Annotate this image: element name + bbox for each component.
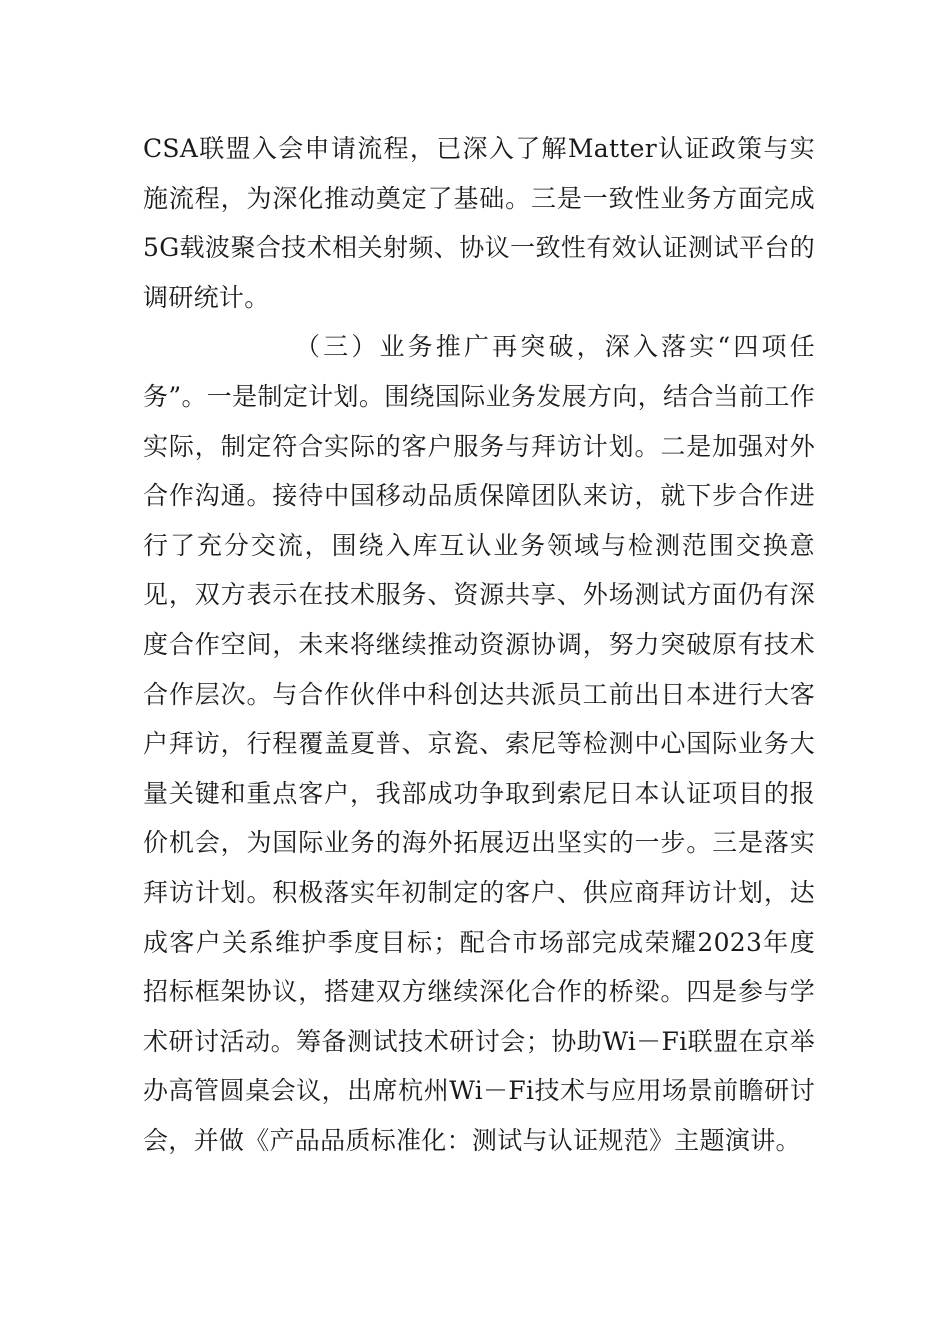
- paragraph-continuation: CSA联盟入会申请流程，已深入了解Matter认证政策与实施流程，为深化推动奠定了基础。三是一致性业务方面完成5G载波聚合技术相关射频、协议一致性有效认证测试平台的调研统计。: [143, 134, 815, 312]
- document-body: [143, 124, 815, 1165]
- paragraph-section-three: （三）业务推广再突破，深入落实“四项任务”。一是制定计划。围绕国际业务发展方向，结合当前工作实际，制定符合实际的客户服务与拜访计划。二是加强对外合作沟通。接待中国移动品质保障团队来访，就下步合作进行了充分交流，围绕入库互认业务领域与检测范围交换意见，双方表示在技术服务、资源共享、外场测试方面仍有深度合作空间，未来将继续推动资源协调，努力突破原有技术合作层次。与合作伙伴中科创达共派员工前出日本进行大客户拜访，行程覆盖夏普、京瓷、索尼等检测中心国际业务大量关键和重点客户，我部成功争取到索尼日本认证项目的报价机会，为国际业务的海外拓展迈出坚实的一步。三是落实拜访计划。积极落实年初制定的客户、供应商拜访计划，达成客户关系维护季度目标；配合市场部完成荣耀2023年度招标框架协议，搭建双方继续深化合作的桥梁。四是参与学术研讨活动。筹备测试技术研讨会；协助Wi－Fi联盟在京举办高管圆桌会议，出席杭州Wi－Fi技术与应用场景前瞻研讨会，并做《产品品质标准化：测试与认证规范》主题演讲。: [143, 332, 815, 1155]
